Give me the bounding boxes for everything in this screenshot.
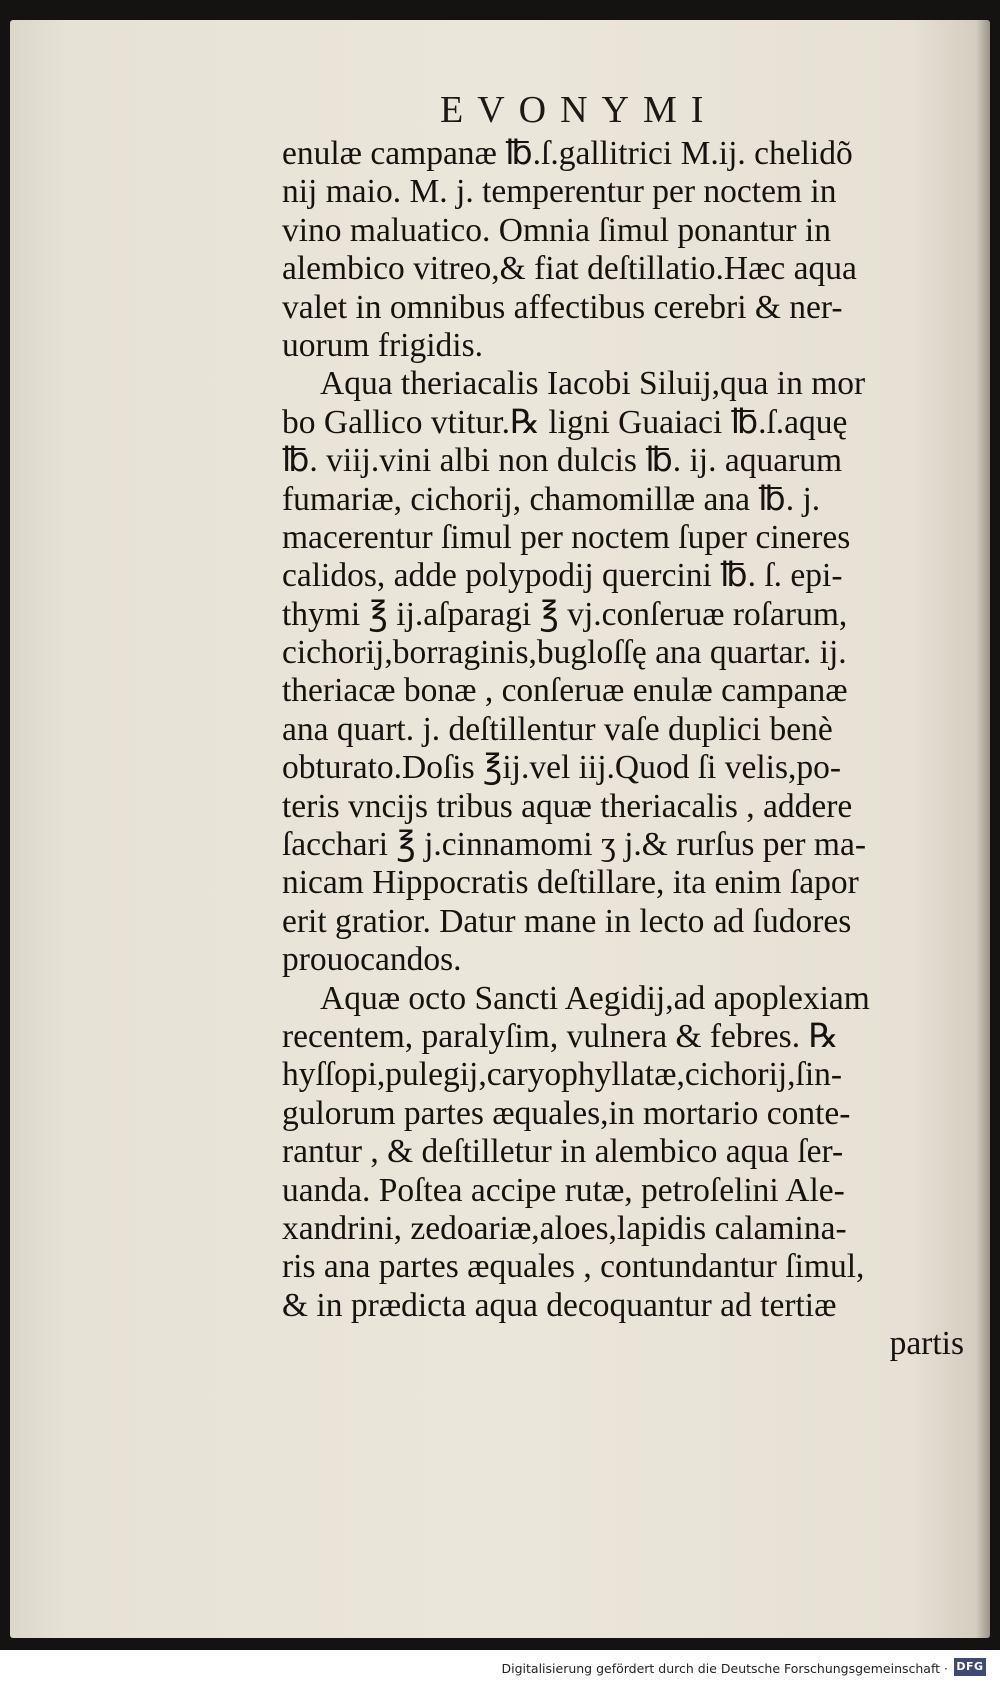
text-line: ℔. viij.vini albi non dulcis ℔. ij. aquarum — [282, 442, 843, 480]
text-line: Aqua theriacalis Iacobi Siluij,qua in mor — [320, 365, 866, 403]
text-line: theriacæ bonæ , conſeruæ enulæ campanæ — [282, 672, 848, 710]
text-line: vino maluatico. Omnia ſimul ponantur in — [282, 211, 831, 249]
text-line: nij maio. M. j. temperentur per noctem in — [282, 173, 837, 211]
text-line: erit gratior. Datur mane in lecto ad ſudores — [282, 902, 852, 940]
running-head: EVONYMI — [440, 89, 718, 131]
text-line: uorum frigidis. — [282, 326, 483, 364]
text-line: xandrini, zedoariæ,aloes,lapidis calamina- — [282, 1209, 847, 1247]
page-edge-shadow — [976, 20, 990, 1638]
text-line: alembico vitreo,& fiat deſtillatio.Hæc aqua — [282, 250, 857, 288]
text-line: nicam Hippocratis deſtillare, ita enim ſapor — [282, 864, 859, 902]
text-line: thymi ℥ ij.aſparagi ℥ vj.conſeruæ roſarum, — [282, 595, 848, 633]
text-line: ſacchari ℥ j.cinnamomi ʒ j.& rurſus per ma- — [282, 826, 866, 864]
text-line: recentem, paralyſim, vulnera & febres. ℞ — [282, 1017, 839, 1055]
dfg-logo: DFG — [954, 1658, 986, 1676]
text-line: ris ana partes æquales , contundantur ſimul, — [282, 1248, 865, 1286]
text-line: valet in omnibus affectibus cerebri & ner- — [282, 288, 843, 326]
text-line: & in prædicta aqua decoquantur ad tertiæ — [282, 1286, 837, 1324]
body-text — [282, 135, 972, 1364]
text-line: calidos, adde polypodij quercini ℔. ſ. epi- — [282, 557, 843, 595]
catchword: partis — [889, 1325, 964, 1363]
digitization-credit: Digitalisierung gefördert durch die Deutsche Forschungsgemeinschaft · — [501, 1661, 948, 1676]
text-line: teris vncijs tribus aquæ theriacalis , addere — [282, 787, 853, 825]
text-line: prouocandos. — [282, 941, 462, 979]
text-line: obturato.Doſis ℥ij.vel iij.Quod ſi velis,po- — [282, 749, 842, 787]
text-line: enulæ campanæ ℔.ſ.gallitrici M.ij. chelidõ — [282, 135, 853, 172]
text-line: fumariæ, cichorij, chamomillæ ana ℔. j. — [282, 480, 821, 518]
text-line: rantur , & deſtilletur in alembico aqua ſer- — [282, 1133, 844, 1171]
footer-bar — [0, 1650, 1000, 1693]
text-line: uanda. Poſtea accipe rutæ, petroſelini Ale- — [282, 1171, 845, 1209]
text-line: bo Gallico vtitur.℞ ligni Guaiaci ℔.ſ.aquę — [282, 403, 848, 441]
text-line: macerentur ſimul per noctem ſuper cineres — [282, 518, 851, 556]
text-line: gulorum partes æquales,in mortario conte- — [282, 1094, 851, 1132]
text-line: hyſſopi,pulegij,caryophyllatæ,cichorij,ſin- — [282, 1056, 843, 1094]
text-line: cichorij,borraginis,bugloſſę ana quartar. ij. — [282, 634, 847, 672]
text-line: ana quart. j. deſtillentur vaſe duplici benè — [282, 710, 833, 748]
text-line: Aquæ octo Sancti Aegidij,ad apoplexiam — [320, 979, 870, 1017]
